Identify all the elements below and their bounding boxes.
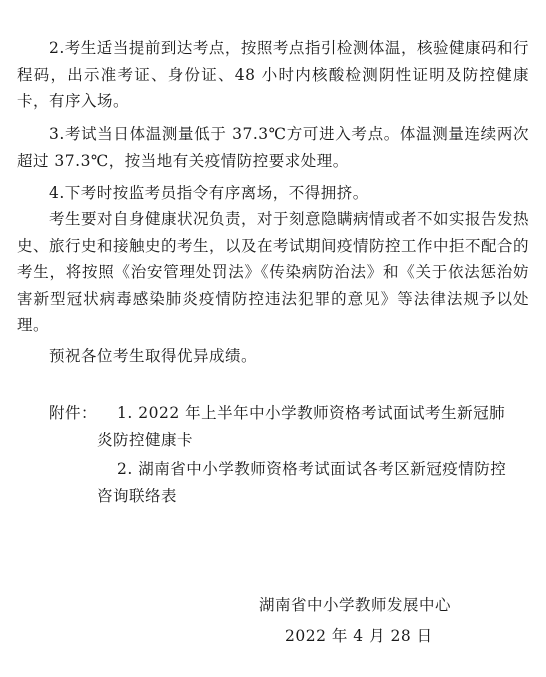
paragraph-temperature: 3.考试当日体温测量低于 37.3℃方可进入考点。体温测量连续两次超过 37.3℃，按当地有关疫情防控要求处理。 xyxy=(17,125,529,170)
attachment-item-number: 2. xyxy=(117,460,133,478)
signature-date: 2022 年 4 月 28 日 xyxy=(285,627,433,645)
paragraph-exit: 4.下考时按监考员指令有序离场，不得拥挤。 xyxy=(49,184,369,202)
attachments-label: 附件： xyxy=(49,404,98,422)
attachment-item-contact-table xyxy=(97,456,517,509)
attachment-item-text xyxy=(97,400,517,453)
attachment-item-text xyxy=(97,456,517,509)
signature-organization: 湖南省中小学教师发展中心 xyxy=(259,596,452,614)
attachment-item-health-card xyxy=(97,400,517,453)
paragraph-entry-check: 2.考生适当提前到达考点，按照考点指引检测体温，核验健康码和行程码，出示准考证、身份证、48 小时内核酸检测阴性证明及防控健康卡，有序入场。 xyxy=(17,39,529,110)
paragraph-best-wishes: 预祝各位考生取得优异成绩。 xyxy=(49,347,258,365)
attachment-item-title: 2022 年上半年中小学教师资格考试面试考生新冠肺炎防控健康卡 xyxy=(97,404,506,449)
paragraph-responsibility: 考生要对自身健康状况负责，对于刻意隐瞒病情或者不如实报告发热史、旅行史和接触史的考生，以及在考试期间疫情防控工作中拒不配合的考生，将按照《治安管理处罚法》《传染病防治法》和《关于依法惩治妨害新型冠状病毒感染肺炎疫情防控违法犯罪的意见》等法律法规予以处理。 xyxy=(17,210,530,334)
attachment-item-number: 1. xyxy=(117,404,133,422)
attachment-item-title: 湖南省中小学教师资格考试面试各考区新冠疫情防控咨询联络表 xyxy=(97,460,507,505)
